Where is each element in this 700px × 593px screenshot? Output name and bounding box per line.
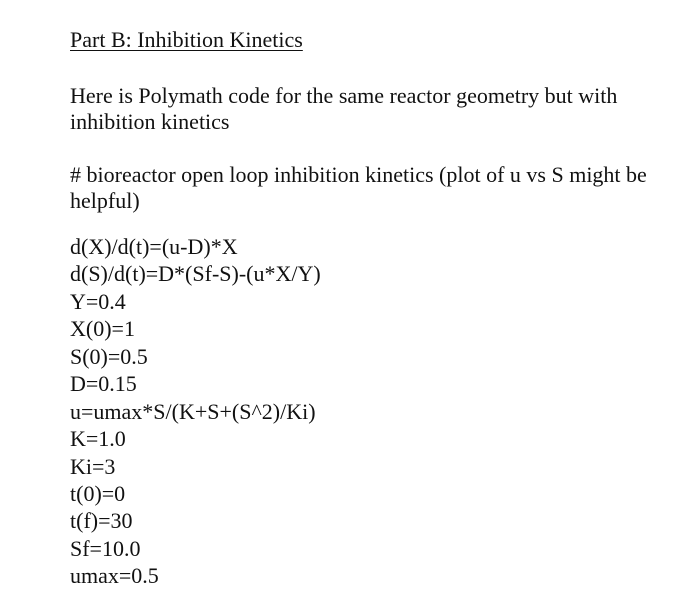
- intro-paragraph: Here is Polymath code for the same reactor geometry but with inhibition kinetics: [70, 83, 618, 134]
- code-line: umax=0.5: [70, 563, 159, 589]
- code-line: Ki=3: [70, 453, 116, 479]
- code-line: Sf=10.0: [70, 535, 141, 561]
- polymath-code: [70, 233, 321, 590]
- code-line: t(f)=30: [70, 508, 133, 534]
- code-line: Y=0.4: [70, 288, 126, 314]
- code-line: D=0.15: [70, 371, 137, 397]
- code-line: K=1.0: [70, 426, 126, 452]
- code-line: d(S)/d(t)=D*(Sf-S)-(u*X/Y): [70, 261, 321, 287]
- code-line: u=umax*S/(K+S+(S^2)/Ki): [70, 398, 316, 424]
- code-line: d(X)/d(t)=(u-D)*X: [70, 234, 238, 259]
- section-title: Part B: Inhibition Kinetics: [70, 27, 303, 52]
- code-line: X(0)=1: [70, 316, 135, 342]
- code-line: t(0)=0: [70, 480, 126, 506]
- code-comment: # bioreactor open loop inhibition kinetics (plot of u vs S might be helpful): [70, 162, 647, 213]
- code-line: S(0)=0.5: [70, 343, 148, 369]
